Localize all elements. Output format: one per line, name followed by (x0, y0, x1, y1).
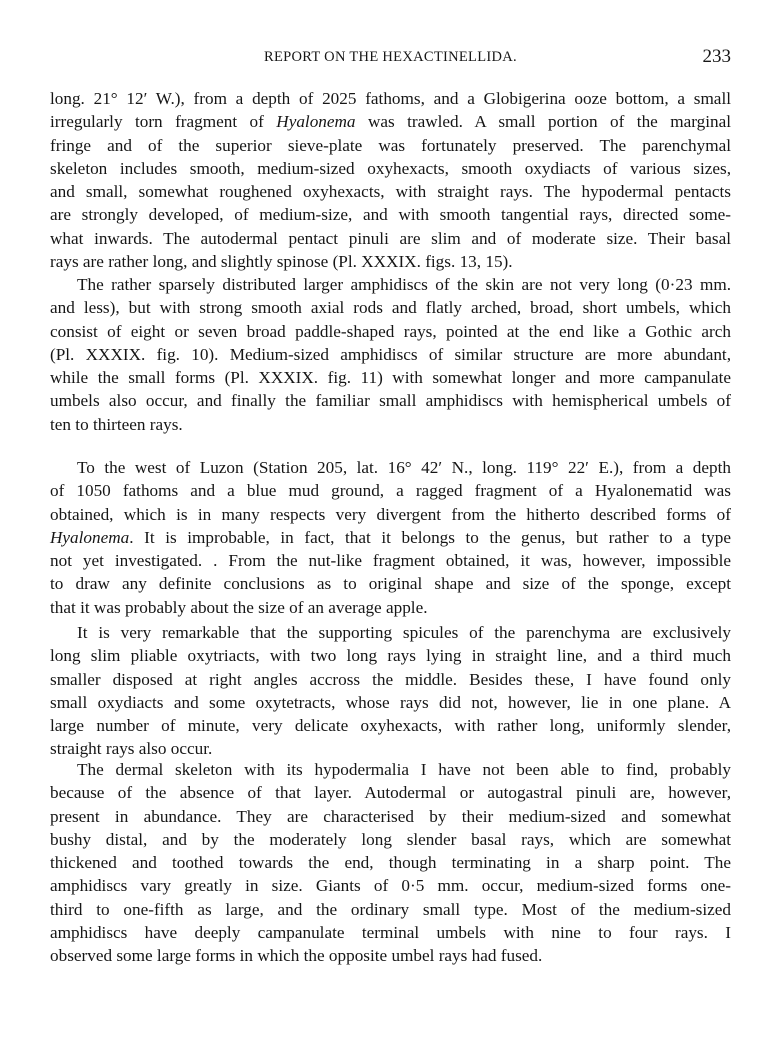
text-line: umbels also occur, and finally the familiar small amphidiscs with hemispherical umbels of (50, 391, 731, 411)
text-line: to draw any definite conclusions as to original shape and size of the sponge, except (50, 574, 731, 594)
text-line: not yet investigated. . From the nut-like fragment obtained, it was, however, impossible (50, 551, 731, 571)
text-line: present in abundance. They are characterised by their medium-sized and somewhat (50, 806, 731, 826)
text-line: small oxydiacts and some oxytetracts, whose rays did not, however, lie in one plane. A (50, 692, 731, 712)
running-title: REPORT ON THE HEXACTINELLIDA. (264, 49, 517, 65)
page-number: 233 (702, 46, 731, 67)
text-line: of 1050 fathoms and a blue mud ground, a ragged fragment of a Hyalonematid was (50, 481, 731, 501)
text-line: what inwards. The autodermal pentact pinuli are slim and of moderate size. Their basal (50, 228, 731, 248)
paragraph-2 (50, 273, 731, 436)
text-line: (Pl. XXXIX. fig. 10). Medium-sized amphidiscs of similar structure are more abundant, (50, 344, 731, 364)
text-line: consist of eight or seven broad paddle-shaped rays, pointed at the end like a Gothic arch (50, 321, 731, 341)
paragraph-1 (50, 87, 731, 273)
text-line: while the small forms (Pl. XXXIX. fig. 11) with somewhat longer and more campanulate (50, 368, 731, 388)
text-line: and less), but with strong smooth axial rods and flatly arched, broad, short umbels, which (50, 298, 731, 318)
text-line: The rather sparsely distributed larger amphidiscs of the skin are not very long (0·23 mm. (77, 275, 731, 294)
text-line: The dermal skeleton with its hypodermalia I have not been able to find, probably (77, 760, 731, 779)
text-line: obtained, which is in many respects very divergent from the hitherto described forms of (50, 504, 731, 524)
text-line: Hyalonema. It is improbable, in fact, that it belongs to the genus, but rather to a type (50, 527, 731, 547)
text-line: To the west of Luzon (Station 205, lat. 16° 42′ N., long. 119° 22′ E.), from a depth (77, 458, 731, 477)
page-header (50, 46, 731, 70)
text-line: smaller disposed at right angles accross the middle. Besides these, I have found only (50, 669, 731, 689)
text-line: amphidiscs have deeply campanulate terminal umbels with nine to four rays. I (50, 923, 731, 943)
text-line: straight rays also occur. (50, 739, 213, 759)
text-line: and small, somewhat roughened oxyhexacts, with straight rays. The hypodermal pentacts (50, 182, 731, 202)
text-line: amphidiscs vary greatly in size. Giants of 0·5 mm. occur, medium-sized forms one- (50, 876, 731, 896)
text-line: skeleton includes smooth, medium-sized oxyhexacts, smooth oxydiacts of various sizes, (50, 158, 731, 178)
text-line: irregularly torn fragment of Hyalonema was trawled. A small portion of the marginal (50, 112, 732, 132)
paragraph-5 (50, 758, 731, 968)
text-line: third to one-fifth as large, and the ordinary small type. Most of the medium-sized (50, 899, 731, 919)
text-line: large number of minute, very delicate oxyhexacts, with rather long, uniformly slender, (50, 716, 731, 736)
text-line: fringe and of the superior sieve-plate was fortunately preserved. The parenchymal (50, 135, 731, 155)
text-line: that it was probably about the size of an average apple. (50, 597, 428, 617)
text-line: observed some large forms in which the opposite umbel rays had fused. (50, 946, 543, 966)
text-line: It is very remarkable that the supporting spicules of the parenchyma are exclusively (77, 623, 731, 642)
text-line: rays are rather long, and slightly spinose (Pl. XXXIX. figs. 13, 15). (50, 252, 513, 272)
text-line: because of the absence of that layer. Autodermal or autogastral pinuli are, however, (50, 783, 731, 803)
text-line: long slim pliable oxytriacts, with two long rays lying in straight line, and a third much (50, 646, 731, 666)
text-line: are strongly developed, of medium-size, and with smooth tangential rays, directed some- (50, 205, 731, 225)
paragraph-3 (50, 456, 731, 619)
text-line: bushy distal, and by the moderately long slender basal rays, which are somewhat (50, 829, 731, 849)
text-line: ten to thirteen rays. (50, 414, 183, 434)
text-line: thickened and toothed towards the end, though terminating in a sharp point. The (50, 853, 731, 873)
text-line: long. 21° 12′ W.), from a depth of 2025 fathoms, and a Globigerina ooze bottom, a small (50, 89, 731, 108)
paragraph-4 (50, 621, 731, 761)
